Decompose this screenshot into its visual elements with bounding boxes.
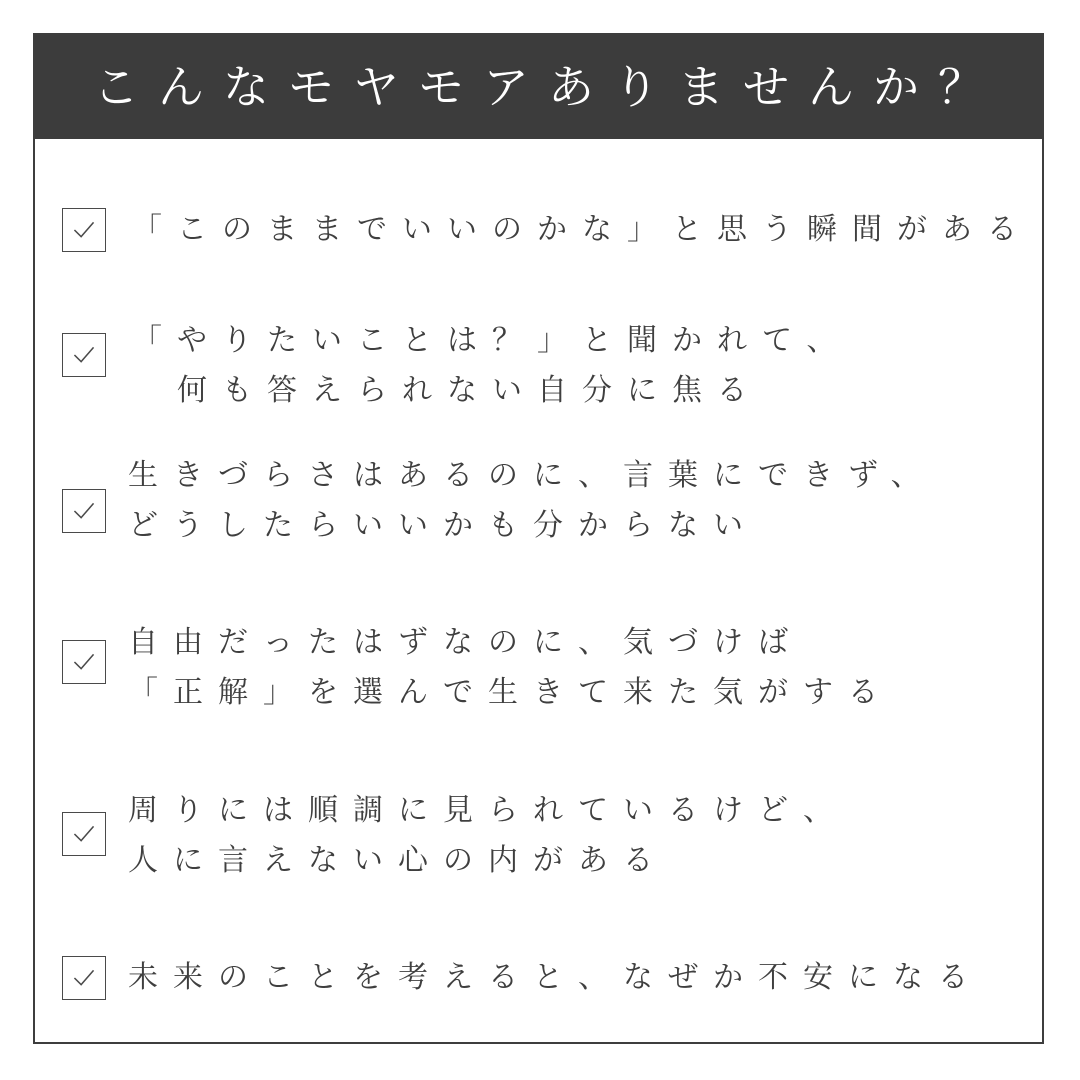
checkmark-icon	[63, 209, 105, 251]
item-line: 何も答えられない自分に焦る	[132, 373, 762, 408]
item-line: 生きづらさはあるのに、言葉にできず、	[128, 458, 936, 493]
checkbox-checked[interactable]	[62, 208, 106, 252]
item-line: どうしたらいいかも分からない	[128, 508, 758, 543]
checklist-card	[33, 33, 1044, 1044]
item-text	[128, 953, 983, 1003]
item-text	[128, 618, 893, 718]
item-line: 周りには順調に見られているけど、	[128, 793, 848, 828]
checkbox-checked[interactable]	[62, 489, 106, 533]
item-line: 「正解」を選んで生きて来た気がする	[128, 675, 893, 710]
checkmark-icon	[63, 641, 105, 683]
checkmark-icon	[63, 490, 105, 532]
checkbox-checked[interactable]	[62, 812, 106, 856]
item-text	[128, 786, 848, 886]
checkmark-icon	[63, 957, 105, 999]
page-title: こんなモヤモアありませんか？	[93, 60, 1003, 114]
item-line: 未来のことを考えると、なぜか不安になる	[128, 960, 983, 995]
item-line: 自由だったはずなのに、気づけば	[128, 625, 803, 660]
item-text	[128, 451, 936, 551]
title-bar	[35, 35, 1042, 139]
item-text	[132, 316, 851, 416]
item-text	[132, 205, 1032, 255]
item-line: 「このままでいいのかな」と思う瞬間がある	[132, 212, 1032, 247]
checkbox-checked[interactable]	[62, 956, 106, 1000]
item-line: 人に言えない心の内がある	[128, 843, 668, 878]
item-line: 「やりたいことは？」と聞かれて、	[132, 323, 852, 358]
checkbox-checked[interactable]	[62, 640, 106, 684]
checkbox-checked[interactable]	[62, 333, 106, 377]
checkmark-icon	[63, 334, 105, 376]
checkmark-icon	[63, 813, 105, 855]
